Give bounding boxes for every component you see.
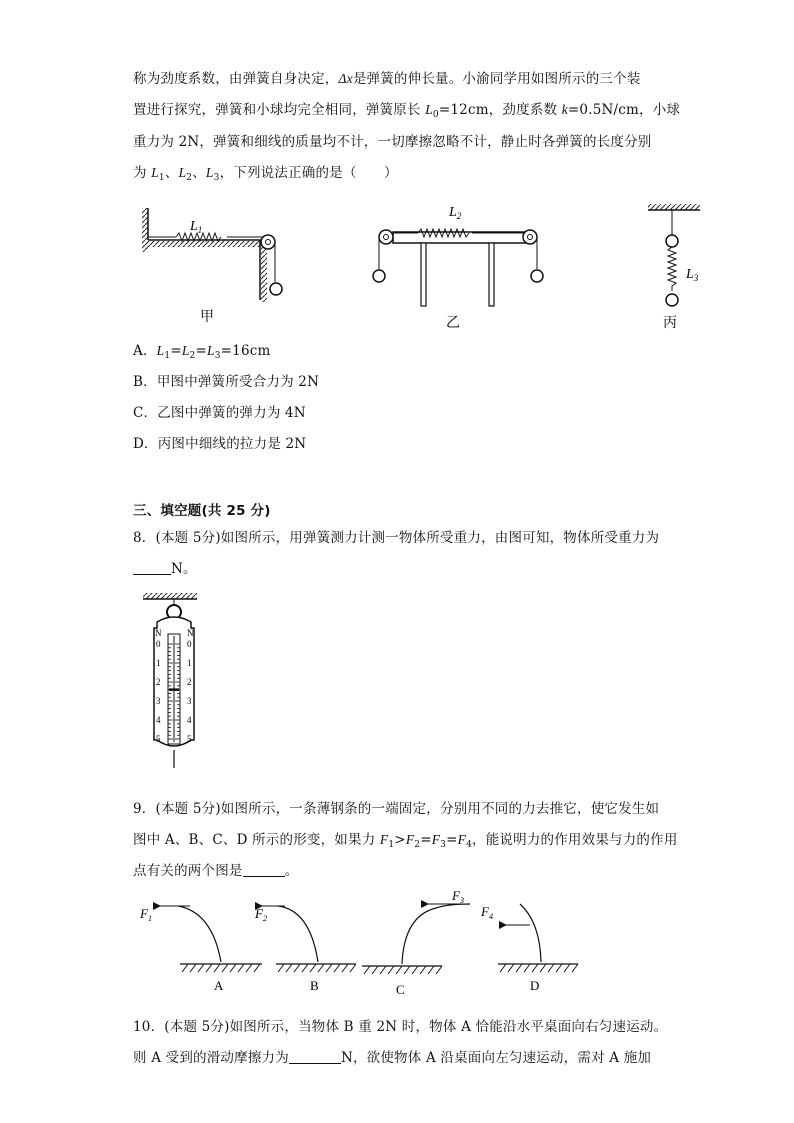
scale-label-left: 0 [156,639,161,649]
q7-option-b[interactable]: B．甲图中弹簧所受合力为 2N [133,374,320,390]
svg-text:F4: $F_4$ [481,904,493,921]
scale-label-right: 0 [187,639,192,649]
scale-label-left: 3 [156,696,161,706]
svg-text:C: C [396,982,405,997]
scale-unit-left: N [155,628,162,638]
label-jia: 甲 [200,309,214,325]
label-L1: $L_1$ [190,219,203,235]
q9-line-3: 点有关的两个图是 。 [133,863,299,879]
scale-label-right: 1 [187,658,192,668]
scale-unit-right: N [187,628,194,638]
svg-text:D: D [530,978,540,993]
panel-d [480,904,578,993]
scale-label-left: 5 [156,734,161,744]
figure-jia [142,208,282,325]
svg-text:F3: $F_3$ [452,888,464,905]
scale-label-right: 2 [187,677,192,687]
section-title: 三、填空题(共 25 分) [133,503,271,519]
label-L2: $L_2$ [449,205,462,221]
q7-line-3: 重力为 2N，弹簧和细线的质量均不计，一切摩擦忽略不计，静止时各弹簧的长度分别 [133,134,652,150]
scale-label-right: 4 [187,715,192,725]
q7-line-1: 称为劲度系数，由弹簧自身决定，Δx是弹簧的伸长量。小渝同学用如图所示的三个装 [133,71,641,87]
scale-label-left: 1 [156,658,161,668]
q7-line-4: 为 $L_1$、$L_2$、$L_3$，下列说法正确的是（ ） [133,165,398,183]
q7-line-2: 置进行探究，弹簧和小球均完全相同，弹簧原长 $L_0=12cm$，劲度系数 k=0.5N/cm，小球 [133,102,681,120]
q7-option-a[interactable]: A．$L_1=L_2=L_3=16cm$ [133,343,271,361]
q9-line-2: 图中 A、B、C、D 所示的形变，如果力 $F_1>F_2=F_3=F_4$，能说明力的作用效果与力的作用 [133,832,678,850]
q10-line-1: 10．(本题 5分)如图所示，当物体 B 重 2N 时，物体 A 恰能沿水平桌面向右匀速运动。 [133,1019,668,1035]
q9-answer-blank[interactable] [243,864,285,877]
q9-line-1: 9．(本题 5分)如图所示，一条薄钢条的一端固定，分别用不同的力去推它，使它发生如 [133,801,660,817]
panel-a [139,906,262,993]
label-L3: $L_3$ [686,267,699,283]
q10-answer-blank[interactable] [289,1051,341,1064]
figure-bing [648,204,700,331]
q7-figures [0,190,794,350]
scale-label-left: 4 [156,715,161,725]
scale-label-right: 3 [187,696,192,706]
svg-text:F1: $F_1$ [140,906,152,923]
figure-yi [373,205,543,331]
scale-label-right: 5 [187,734,192,744]
scale-pointer [169,688,179,691]
panel-b [254,906,356,993]
scale-label-left: 2 [156,677,161,687]
q8-text: 8．(本题 5分)如图所示，用弹簧测力计测一物体所受重力，由图可知，物体所受重力为 [133,530,660,546]
q8-answer-line: N。 [133,557,197,577]
q9-figures [0,882,794,1002]
q7-option-c[interactable]: C．乙图中弹簧的弹力为 4N [133,405,306,421]
svg-text:A: A [214,978,224,993]
q8-answer-blank[interactable] [133,562,171,575]
panel-c [362,888,470,997]
svg-text:F2: $F_2$ [255,906,267,923]
q7-option-d[interactable]: D．丙图中细线的拉力是 2N [133,436,307,452]
label-bing: 丙 [663,315,677,331]
svg-text:B: B [310,978,319,993]
q10-line-2: 则 A 受到的滑动摩擦力为 N，欲使物体 A 沿桌面向左匀速运动，需对 A 施加 [133,1050,652,1066]
spring-scale [135,590,215,790]
label-yi: 乙 [446,315,460,331]
